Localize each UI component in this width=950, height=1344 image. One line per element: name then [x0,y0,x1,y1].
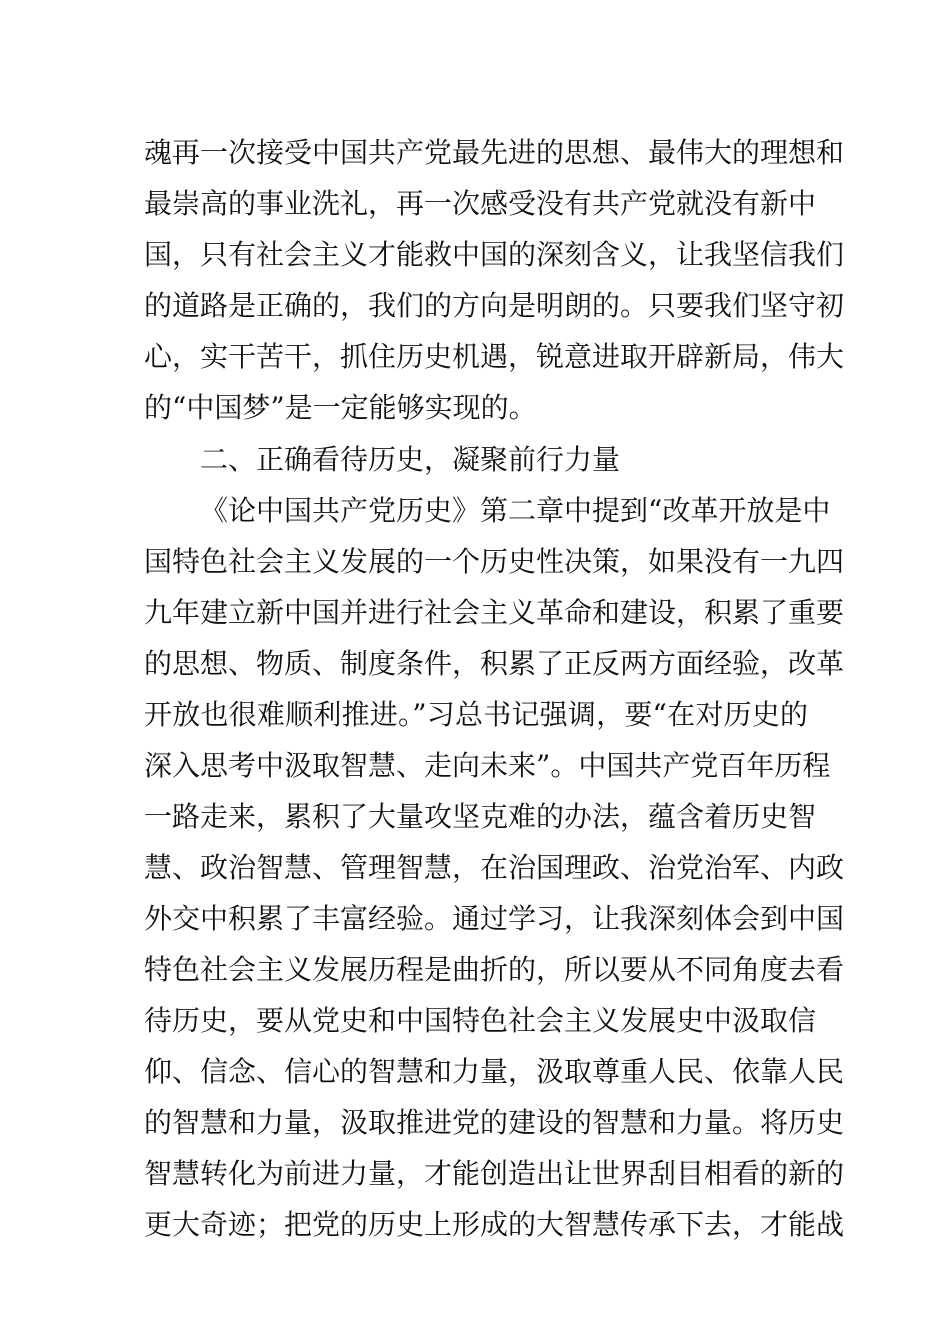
body-text-line: 更大奇迹；把党的历史上形成的大智慧传承下去，才能战 [144,1208,845,1241]
body-text-line: 心，实干苦干，抓住历史机遇，锐意进取开辟新局，伟大 [144,340,845,373]
body-text-line: 的思想、物质、制度条件，积累了正反两方面经验，改革 [144,647,845,680]
body-text-line: 仰、信念、信心的智慧和力量，汲取尊重人民、依靠人民 [144,1055,845,1088]
body-text-line: 魂再一次接受中国共产党最先进的思想、最伟大的理想和 [144,136,845,169]
body-text-line: 的智慧和力量，汲取推进党的建设的智慧和力量。将历史 [144,1106,845,1139]
body-text-line: 的道路是正确的，我们的方向是明朗的。只要我们坚守初 [144,289,845,322]
body-text-line: 开放也很难顺利推进。”习总书记强调，要“在对历史的 [144,698,808,731]
body-text-line: 九年建立新中国并进行社会主义革命和建设，积累了重要 [144,596,845,629]
body-text-line: 待历史，要从党史和中国特色社会主义发展史中汲取信 [144,1004,817,1037]
body-text-line: 国特色社会主义发展的一个历史性决策，如果没有一九四 [144,545,845,578]
body-text-line: 最崇高的事业洗礼，再一次感受没有共产党就没有新中 [144,187,817,220]
body-text-line: 智慧转化为前进力量，才能创造出让世界刮目相看的新的 [144,1157,845,1190]
body-text-line: 的“中国梦”是一定能够实现的。 [144,391,537,424]
body-text-line: 深入思考中汲取智慧、走向未来”。中国共产党百年历程 [144,749,831,782]
section-heading: 二、正确看待历史，凝聚前行力量 [200,443,621,476]
body-text-line: 国，只有社会主义才能救中国的深刻含义，让我坚信我们 [144,238,845,271]
body-text-line: 慧、政治智慧、管理智慧，在治国理政、治党治军、内政 [144,851,845,884]
body-text-line: 特色社会主义发展历程是曲折的，所以要从不同角度去看 [144,953,845,986]
body-text-line: 外交中积累了丰富经验。通过学习，让我深刻体会到中国 [144,902,845,935]
body-text-line: 一路走来，累积了大量攻坚克难的办法，蕴含着历史智 [144,800,817,833]
paragraph-first-line: 《论中国共产党历史》第二章中提到“改革开放是中 [200,494,831,527]
